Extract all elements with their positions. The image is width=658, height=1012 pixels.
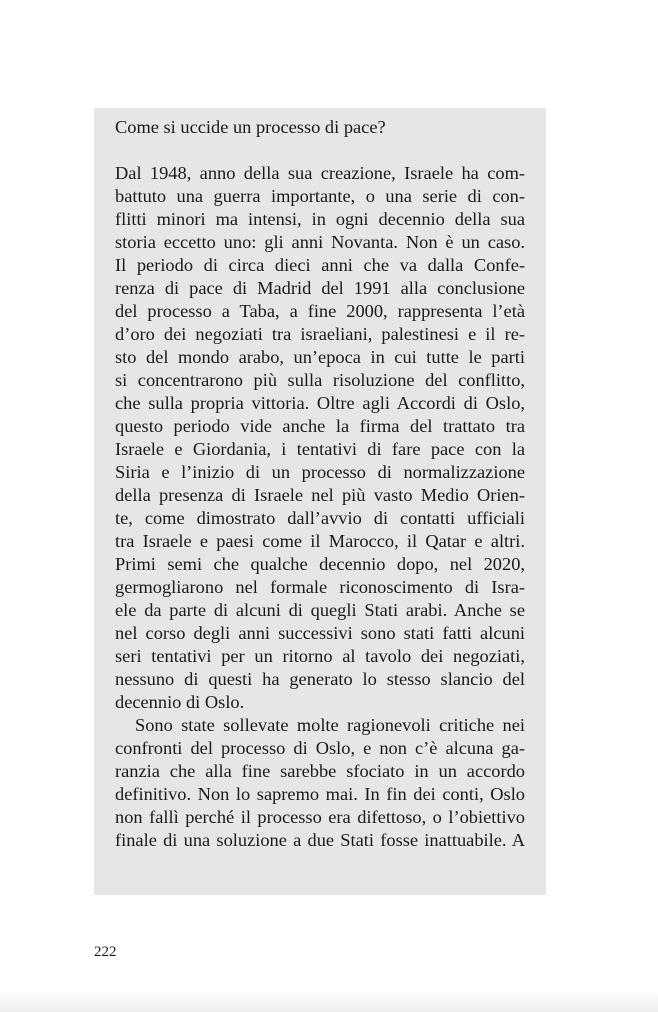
text-line: flitti minori ma intensi, in ogni decennio della sua [115, 209, 525, 229]
text-line: questo periodo vide anche la firma del trattato tra [115, 416, 525, 436]
text-line: storia eccetto uno: gli anni Novanta. Non è un caso. [115, 232, 525, 252]
text-line: te, come dimostrato dall’avvio di contatti ufficiali [115, 508, 525, 528]
text-line: Sono state sollevate molte ragionevoli critiche nei [135, 715, 525, 735]
text-line: si concentrarono più sulla risoluzione del conflitto, [115, 370, 525, 390]
text-line: finale di una soluzione a due Stati fosse inattuabile. A [115, 830, 525, 850]
page-number: 222 [94, 944, 117, 960]
text-line: Primi semi che qualche decennio dopo, nel 2020, [115, 554, 525, 574]
text-line: decennio di Oslo. [115, 692, 245, 712]
text-line: sto del mondo arabo, un’epoca in cui tutte le parti [115, 347, 525, 367]
text-line: battuto una guerra importante, o una serie di con- [115, 186, 525, 206]
page-bottom-shadow [0, 990, 658, 1012]
box-heading: Come si uccide un processo di pace? [115, 117, 386, 137]
text-line: ele da parte di alcuni di quegli Stati arabi. Anche se [115, 600, 525, 620]
heading-spacer [115, 139, 525, 162]
text-line: seri tentativi per un ritorno al tavolo dei negoziati, [115, 646, 525, 666]
text-line: confronti del processo di Oslo, e non c’è alcuna ga- [115, 738, 525, 758]
text-line: che sulla propria vittoria. Oltre agli Accordi di Oslo, [115, 393, 525, 413]
text-line: germogliarono nel formale riconoscimento di Isra- [115, 577, 525, 597]
text-line: del processo a Taba, a fine 2000, rappresenta l’età [115, 301, 525, 321]
text-line: della presenza di Israele nel più vasto Medio Orien- [115, 485, 525, 505]
text-line: Israele e Giordania, i tentativi di fare pace con la [115, 439, 525, 459]
sidebar-text-box [94, 108, 546, 895]
text-line: d’oro dei negoziati tra israeliani, palestinesi e il re- [115, 324, 525, 344]
text-line: nel corso degli anni successivi sono stati fatti alcuni [115, 623, 525, 643]
text-line: Siria e l’inizio di un processo di normalizzazione [115, 462, 525, 482]
text-line: non fallì perché il processo era difettoso, o l’obiettivo [115, 807, 525, 827]
box-body-text [115, 162, 525, 852]
text-line: Il periodo di circa dieci anni che va dalla Confe- [115, 255, 525, 275]
text-line: nessuno di questi ha generato lo stesso slancio del [115, 669, 525, 689]
text-line: ranzia che alla fine sarebbe sfociato in un accordo [115, 761, 525, 781]
text-line: tra Israele e paesi come il Marocco, il Qatar e altri. [115, 531, 525, 551]
text-line: definitivo. Non lo sapremo mai. In fin dei conti, Oslo [115, 784, 525, 804]
text-line: Dal 1948, anno della sua creazione, Israele ha com- [115, 163, 525, 183]
text-line: renza di pace di Madrid del 1991 alla conclusione [115, 278, 525, 298]
